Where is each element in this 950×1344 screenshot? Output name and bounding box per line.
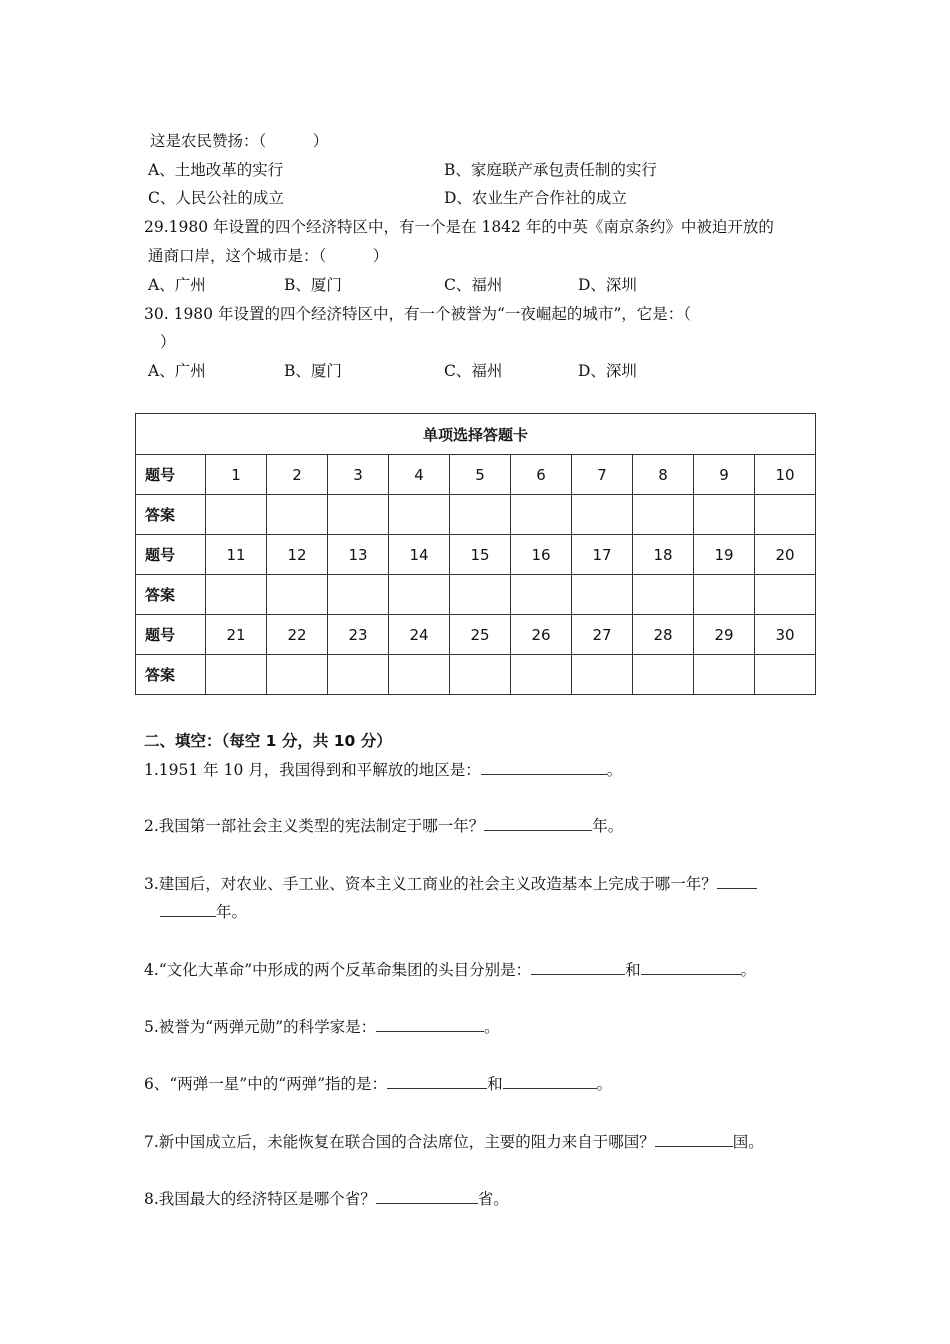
answer-cell[interactable] — [328, 575, 389, 615]
question-number: 25 — [450, 615, 511, 655]
fill-q4 — [144, 959, 756, 980]
answer-label: 答案 — [136, 495, 206, 535]
answer-cell[interactable] — [755, 495, 816, 535]
answer-cell[interactable] — [328, 655, 389, 695]
q30-line1: 30. 1980 年设置的四个经济特区中，有一个被誉为“一夜崛起的城市”，它是：（ — [144, 305, 692, 323]
question-number: 30 — [755, 615, 816, 655]
fill-q1-end: 。 — [606, 761, 623, 779]
fill-q1-blank[interactable] — [481, 759, 607, 775]
fill-q6-end: 。 — [596, 1075, 613, 1093]
question-number: 14 — [389, 535, 450, 575]
fill-q2-text: 2.我国第一部社会主义类型的宪法制定于哪一年？ — [144, 817, 485, 835]
q30-option-c: C、福州 — [444, 362, 503, 380]
fill-q3-cont — [160, 901, 247, 922]
question-number: 23 — [328, 615, 389, 655]
fill-q8-end: 省。 — [477, 1190, 509, 1208]
answer-cell[interactable] — [511, 575, 572, 615]
number-row — [136, 615, 816, 655]
answer-label: 答案 — [136, 575, 206, 615]
q29-line1: 29.1980 年设置的四个经济特区中，有一个是在 1842 年的中英《南京条约》中被迫开放的 — [144, 218, 774, 236]
question-number: 8 — [633, 455, 694, 495]
answer-cell[interactable] — [267, 655, 328, 695]
fill-q8 — [144, 1188, 509, 1209]
answer-cell[interactable] — [511, 655, 572, 695]
fill-q3-blank-part2[interactable] — [160, 901, 216, 917]
fill-q1-text: 1.1951 年 10 月，我国得到和平解放的地区是： — [144, 761, 481, 779]
answer-cell[interactable] — [633, 655, 694, 695]
answer-row — [136, 495, 816, 535]
question-number: 26 — [511, 615, 572, 655]
fill-q6 — [144, 1073, 612, 1094]
q29-option-c: C、福州 — [444, 276, 503, 294]
fill-q3-blank-part1[interactable] — [717, 873, 757, 889]
q30-line2: ） — [160, 333, 176, 351]
question-number: 21 — [206, 615, 267, 655]
fill-q6-blank-1[interactable] — [387, 1073, 487, 1089]
fill-q4-end: 。 — [740, 961, 757, 979]
question-number: 17 — [572, 535, 633, 575]
q29-option-b: B、厦门 — [284, 276, 342, 294]
fill-q4-and: 和 — [625, 961, 641, 979]
number-row — [136, 455, 816, 495]
q28-option-c: C、人民公社的成立 — [148, 189, 284, 207]
question-number: 9 — [694, 455, 755, 495]
answer-card-table — [135, 413, 816, 695]
number-label: 题号 — [136, 615, 206, 655]
answer-cell[interactable] — [206, 655, 267, 695]
answer-cell[interactable] — [633, 575, 694, 615]
fill-q6-and: 和 — [487, 1075, 503, 1093]
answer-cell[interactable] — [755, 575, 816, 615]
fill-q7-blank[interactable] — [655, 1131, 733, 1147]
fill-q7 — [144, 1131, 764, 1152]
question-number: 19 — [694, 535, 755, 575]
fill-q6-text: 6、“两弹一星”中的“两弹”指的是： — [144, 1075, 388, 1093]
answer-row — [136, 655, 816, 695]
fill-q8-blank[interactable] — [376, 1188, 478, 1204]
fill-q1 — [144, 759, 622, 780]
question-number: 13 — [328, 535, 389, 575]
question-number: 10 — [755, 455, 816, 495]
fill-q7-text: 7.新中国成立后，未能恢复在联合国的合法席位，主要的阻力来自于哪国？ — [144, 1133, 655, 1151]
answer-cell[interactable] — [389, 575, 450, 615]
answer-card-title: 单项选择答题卡 — [136, 414, 816, 455]
q28-stem-tail: 这是农民赞扬：（ ） — [150, 132, 329, 150]
question-number: 24 — [389, 615, 450, 655]
fill-q4-blank-1[interactable] — [531, 959, 625, 975]
question-number: 16 — [511, 535, 572, 575]
answer-cell[interactable] — [572, 495, 633, 535]
question-number: 11 — [206, 535, 267, 575]
question-number: 27 — [572, 615, 633, 655]
q30-option-b: B、厦门 — [284, 362, 342, 380]
fill-q5-text: 5.被誉为“两弹元勋”的科学家是： — [144, 1018, 377, 1036]
answer-cell[interactable] — [450, 495, 511, 535]
fill-q8-text: 8.我国最大的经济特区是哪个省？ — [144, 1190, 376, 1208]
question-number: 5 — [450, 455, 511, 495]
question-number: 12 — [267, 535, 328, 575]
fill-q3-end: 年。 — [216, 903, 248, 921]
q28-option-b: B、家庭联产承包责任制的实行 — [444, 161, 657, 179]
question-number: 7 — [572, 455, 633, 495]
q29-option-a: A、广州 — [148, 276, 206, 294]
fill-q2-end: 年。 — [592, 817, 624, 835]
answer-cell[interactable] — [572, 575, 633, 615]
answer-cell[interactable] — [328, 495, 389, 535]
answer-cell[interactable] — [694, 655, 755, 695]
fill-q3 — [144, 873, 757, 894]
answer-cell[interactable] — [267, 495, 328, 535]
fill-q2-blank[interactable] — [484, 815, 592, 831]
number-label: 题号 — [136, 455, 206, 495]
q30-option-a: A、广州 — [148, 362, 206, 380]
question-number: 1 — [206, 455, 267, 495]
section2-heading: 二、填空：（每空 1 分，共 10 分） — [144, 732, 392, 750]
question-number: 22 — [267, 615, 328, 655]
fill-q5-end: 。 — [484, 1018, 500, 1036]
answer-cell[interactable] — [694, 495, 755, 535]
question-number: 6 — [511, 455, 572, 495]
q29-option-d: D、深圳 — [578, 276, 637, 294]
number-row — [136, 535, 816, 575]
fill-q5-blank[interactable] — [376, 1016, 484, 1032]
answer-cell[interactable] — [206, 575, 267, 615]
answer-row — [136, 575, 816, 615]
question-number: 20 — [755, 535, 816, 575]
fill-q6-blank-2[interactable] — [503, 1073, 597, 1089]
answer-cell[interactable] — [511, 495, 572, 535]
fill-q4-blank-2[interactable] — [641, 959, 741, 975]
fill-q4-text: 4.“文化大革命”中形成的两个反革命集团的头目分别是： — [144, 961, 532, 979]
answer-label: 答案 — [136, 655, 206, 695]
answer-cell[interactable] — [633, 495, 694, 535]
number-label: 题号 — [136, 535, 206, 575]
fill-q2 — [144, 815, 623, 836]
q28-option-a: A、土地改革的实行 — [148, 161, 284, 179]
answer-cell[interactable] — [389, 495, 450, 535]
q29-line2: 通商口岸，这个城市是：（ ） — [148, 247, 389, 265]
answer-cell[interactable] — [450, 655, 511, 695]
question-number: 2 — [267, 455, 328, 495]
fill-q5 — [144, 1016, 500, 1037]
q28-option-d: D、农业生产合作社的成立 — [444, 189, 627, 207]
answer-cell[interactable] — [755, 655, 816, 695]
question-number: 15 — [450, 535, 511, 575]
q30-option-d: D、深圳 — [578, 362, 637, 380]
answer-cell[interactable] — [206, 495, 267, 535]
answer-cell[interactable] — [694, 575, 755, 615]
answer-cell[interactable] — [267, 575, 328, 615]
question-number: 18 — [633, 535, 694, 575]
question-number: 3 — [328, 455, 389, 495]
answer-cell[interactable] — [572, 655, 633, 695]
question-number: 29 — [694, 615, 755, 655]
question-number: 28 — [633, 615, 694, 655]
answer-cell[interactable] — [389, 655, 450, 695]
fill-q7-end: 国。 — [732, 1133, 764, 1151]
fill-q3-text: 3.建国后，对农业、手工业、资本主义工商业的社会主义改造基本上完成于哪一年？ — [144, 875, 717, 893]
question-number: 4 — [389, 455, 450, 495]
answer-cell[interactable] — [450, 575, 511, 615]
